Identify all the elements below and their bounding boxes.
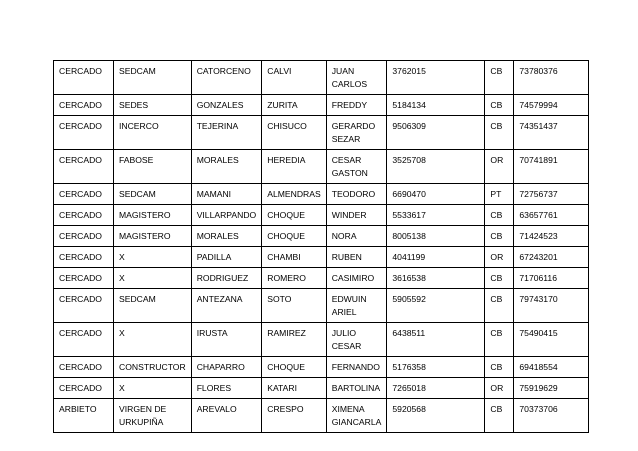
table-cell-phone-number: 71424523	[514, 226, 589, 247]
table-cell-institucion: VIRGEN DE URKUPIÑA	[114, 399, 192, 433]
table-row	[54, 95, 589, 116]
table-cell-nombres: CASIMIRO	[326, 268, 387, 289]
table-cell-municipio: CERCADO	[54, 357, 114, 378]
table-cell-municipio: ARBIETO	[54, 399, 114, 433]
table-cell-apellido-materno: KATARI	[262, 378, 326, 399]
table-cell-expedido: CB	[485, 289, 514, 323]
table-cell-apellido-materno: CHISUCO	[262, 116, 326, 150]
data-table	[53, 60, 589, 433]
table-cell-municipio: CERCADO	[54, 95, 114, 116]
table-cell-apellido-paterno: CATORCENO	[191, 61, 262, 95]
table-row	[54, 150, 589, 184]
table-cell-phone-number: 79743170	[514, 289, 589, 323]
table-cell-apellido-paterno: CHAPARRO	[191, 357, 262, 378]
table-row	[54, 205, 589, 226]
table-cell-expedido: CB	[485, 268, 514, 289]
table-cell-phone-number: 75919629	[514, 378, 589, 399]
table-cell-municipio: CERCADO	[54, 184, 114, 205]
table-cell-institucion: X	[114, 378, 192, 399]
table-cell-municipio: CERCADO	[54, 247, 114, 268]
table-cell-apellido-materno: CHOQUE	[262, 357, 326, 378]
table-cell-apellido-paterno: PADILLA	[191, 247, 262, 268]
table-cell-apellido-materno: CHOQUE	[262, 205, 326, 226]
table-cell-ci-number: 5176358	[387, 357, 485, 378]
table-cell-institucion: X	[114, 268, 192, 289]
table-cell-ci-number: 4041199	[387, 247, 485, 268]
table-cell-institucion: CONSTRUCTOR	[114, 357, 192, 378]
table-cell-ci-number: 5184134	[387, 95, 485, 116]
table-cell-expedido: OR	[485, 378, 514, 399]
table-cell-institucion: INCERCO	[114, 116, 192, 150]
table-cell-ci-number: 3616538	[387, 268, 485, 289]
table-cell-apellido-materno: ROMERO	[262, 268, 326, 289]
table-cell-expedido: CB	[485, 357, 514, 378]
table-cell-expedido: CB	[485, 399, 514, 433]
table-cell-nombres: JULIO CESAR	[326, 323, 387, 357]
table-cell-apellido-paterno: VILLARPANDO	[191, 205, 262, 226]
table-row	[54, 268, 589, 289]
table-cell-expedido: CB	[485, 116, 514, 150]
table-cell-institucion: X	[114, 323, 192, 357]
table-cell-municipio: CERCADO	[54, 378, 114, 399]
table-cell-apellido-materno: CHAMBI	[262, 247, 326, 268]
table-cell-apellido-materno: HEREDIA	[262, 150, 326, 184]
table-row	[54, 61, 589, 95]
table-cell-institucion: SEDES	[114, 95, 192, 116]
table-row	[54, 116, 589, 150]
table-cell-apellido-paterno: MAMANI	[191, 184, 262, 205]
table-row	[54, 357, 589, 378]
table-cell-ci-number: 5905592	[387, 289, 485, 323]
table-row	[54, 184, 589, 205]
table-cell-nombres: FREDDY	[326, 95, 387, 116]
table-cell-ci-number: 7265018	[387, 378, 485, 399]
table-cell-expedido: CB	[485, 61, 514, 95]
table-cell-apellido-materno: CRESPO	[262, 399, 326, 433]
table-row	[54, 378, 589, 399]
table-cell-institucion: X	[114, 247, 192, 268]
table-cell-phone-number: 71706116	[514, 268, 589, 289]
table-row	[54, 289, 589, 323]
table-cell-nombres: EDWUIN ARIEL	[326, 289, 387, 323]
table-cell-ci-number: 8005138	[387, 226, 485, 247]
table-cell-institucion: MAGISTERO	[114, 205, 192, 226]
table-cell-expedido: PT	[485, 184, 514, 205]
table-cell-apellido-materno: ZURITA	[262, 95, 326, 116]
table-cell-expedido: OR	[485, 150, 514, 184]
table-cell-ci-number: 9506309	[387, 116, 485, 150]
table-cell-apellido-paterno: IRUSTA	[191, 323, 262, 357]
table-cell-nombres: WINDER	[326, 205, 387, 226]
table-cell-nombres: TEODORO	[326, 184, 387, 205]
table-cell-nombres: BARTOLINA	[326, 378, 387, 399]
table-cell-phone-number: 73780376	[514, 61, 589, 95]
table-cell-apellido-paterno: RODRIGUEZ	[191, 268, 262, 289]
table-cell-phone-number: 67243201	[514, 247, 589, 268]
table-cell-expedido: OR	[485, 247, 514, 268]
table-cell-phone-number: 69418554	[514, 357, 589, 378]
table-cell-nombres: FERNANDO	[326, 357, 387, 378]
table-cell-ci-number: 3762015	[387, 61, 485, 95]
table-cell-apellido-paterno: TEJERINA	[191, 116, 262, 150]
table-cell-apellido-materno: CALVI	[262, 61, 326, 95]
table-cell-municipio: CERCADO	[54, 150, 114, 184]
table-cell-municipio: CERCADO	[54, 289, 114, 323]
table-cell-expedido: CB	[485, 323, 514, 357]
table-cell-ci-number: 5920568	[387, 399, 485, 433]
table-cell-ci-number: 6438511	[387, 323, 485, 357]
table-cell-nombres: XIMENA GIANCARLA	[326, 399, 387, 433]
table-row	[54, 226, 589, 247]
table-cell-phone-number: 70373706	[514, 399, 589, 433]
table-cell-apellido-materno: RAMIREZ	[262, 323, 326, 357]
table-cell-institucion: SEDCAM	[114, 184, 192, 205]
table-cell-apellido-paterno: MORALES	[191, 226, 262, 247]
table-cell-expedido: CB	[485, 205, 514, 226]
table-row	[54, 323, 589, 357]
table-cell-nombres: NORA	[326, 226, 387, 247]
table-cell-ci-number: 3525708	[387, 150, 485, 184]
table-cell-ci-number: 6690470	[387, 184, 485, 205]
table-cell-municipio: CERCADO	[54, 116, 114, 150]
table-cell-institucion: MAGISTERO	[114, 226, 192, 247]
table-cell-nombres: GERARDO SEZAR	[326, 116, 387, 150]
table-cell-nombres: JUAN CARLOS	[326, 61, 387, 95]
table-cell-apellido-paterno: ANTEZANA	[191, 289, 262, 323]
table-cell-apellido-materno: ALMENDRAS	[262, 184, 326, 205]
table-cell-phone-number: 63657761	[514, 205, 589, 226]
table-cell-municipio: CERCADO	[54, 226, 114, 247]
table-row	[54, 247, 589, 268]
table-cell-expedido: CB	[485, 226, 514, 247]
table-cell-phone-number: 75490415	[514, 323, 589, 357]
table-cell-apellido-paterno: FLORES	[191, 378, 262, 399]
table-cell-phone-number: 70741891	[514, 150, 589, 184]
table-cell-municipio: CERCADO	[54, 268, 114, 289]
table-cell-ci-number: 5533617	[387, 205, 485, 226]
table-cell-institucion: FABOSE	[114, 150, 192, 184]
table-body	[54, 61, 589, 433]
table-cell-apellido-paterno: MORALES	[191, 150, 262, 184]
table-cell-municipio: CERCADO	[54, 61, 114, 95]
table-cell-nombres: RUBEN	[326, 247, 387, 268]
table-row	[54, 399, 589, 433]
table-cell-municipio: CERCADO	[54, 205, 114, 226]
table-cell-phone-number: 74579994	[514, 95, 589, 116]
table-cell-apellido-materno: SOTO	[262, 289, 326, 323]
table-cell-institucion: SEDCAM	[114, 289, 192, 323]
table-cell-phone-number: 74351437	[514, 116, 589, 150]
table-cell-phone-number: 72756737	[514, 184, 589, 205]
table-cell-institucion: SEDCAM	[114, 61, 192, 95]
table-cell-expedido: CB	[485, 95, 514, 116]
table-cell-municipio: CERCADO	[54, 323, 114, 357]
table-cell-apellido-paterno: GONZALES	[191, 95, 262, 116]
table-cell-apellido-paterno: AREVALO	[191, 399, 262, 433]
table-cell-apellido-materno: CHOQUE	[262, 226, 326, 247]
table-cell-nombres: CESAR GASTON	[326, 150, 387, 184]
